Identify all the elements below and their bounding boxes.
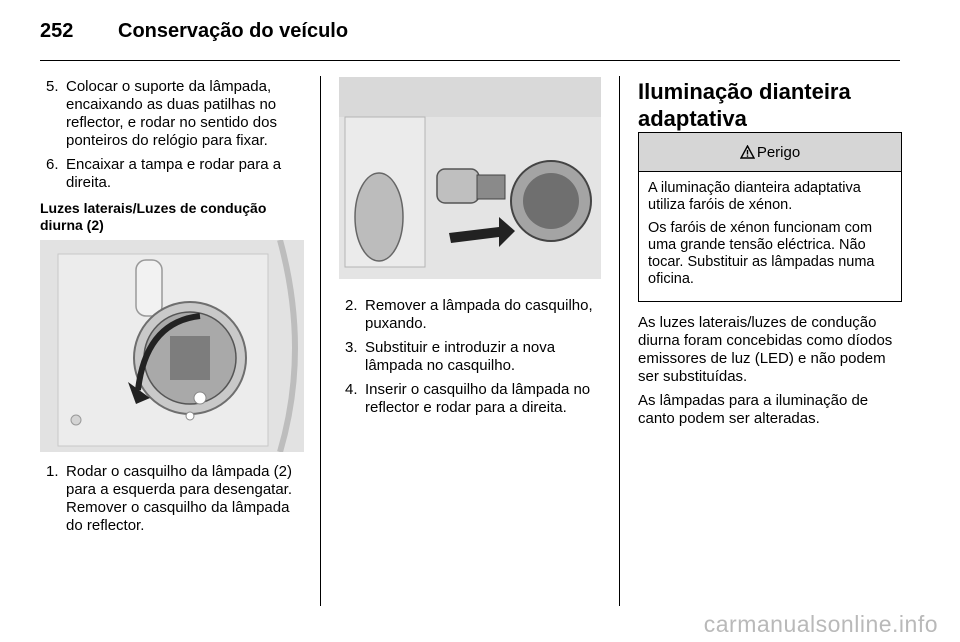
step-text: Rodar o casquilho da lâmpada (2) para a esquerda para desengatar. Remover o casquilho da lâmpada do reflector. (66, 463, 293, 534)
column-3-text (638, 314, 903, 434)
warning-body (639, 172, 901, 302)
paragraph-led: As luzes laterais/luzes de condução diurna foram concebidas como díodos emissores de luz (LED) e não podem ser substituídas. (638, 314, 893, 385)
list-item (40, 463, 305, 535)
steps-list-col2 (339, 297, 607, 417)
page-number: 252 (40, 20, 74, 42)
step-number: 4. (345, 381, 358, 398)
headlamp-illustration-1 (40, 240, 304, 452)
warning-box (638, 132, 902, 302)
paragraph-cornering: As lâmpadas para a iluminação de canto podem ser alteradas. (638, 392, 869, 427)
list-item (40, 156, 305, 192)
list-item (339, 297, 607, 333)
column-divider-2 (619, 76, 620, 606)
steps-list-top (40, 78, 305, 192)
list-item (40, 78, 305, 150)
step-text: Inserir o casquilho da lâmpada no reflector e rodar para a direita. (365, 381, 591, 416)
warning-label: Perigo (756, 143, 801, 161)
section-heading: Iluminação dianteira adaptativa (638, 79, 851, 131)
column-1 (40, 78, 305, 234)
column-1-bottom (40, 463, 305, 541)
warning-triangle-icon (740, 145, 755, 159)
step-number: 5. (46, 78, 59, 95)
figure-bulb-removal (339, 77, 601, 279)
headlamp-illustration-2 (339, 77, 601, 279)
warning-header (639, 133, 901, 172)
step-text: Encaixar a tampa e rodar para a direita. (66, 156, 282, 191)
step-number: 1. (46, 463, 59, 480)
step-number: 3. (345, 339, 358, 356)
step-text: Colocar o suporte da lâmpada, encaixando as duas patilhas no reflector, e rodar no sentido dos ponteiros do relógio para fixar. (66, 78, 277, 149)
step-text: Remover a lâmpada do casquilho, puxando. (365, 297, 593, 332)
column-divider-1 (320, 76, 321, 606)
step-number: 2. (345, 297, 358, 314)
step-text: Substituir e introduzir a nova lâmpada no casquilho. (365, 339, 556, 374)
steps-list-bottom (40, 463, 305, 535)
warning-text-1: A iluminação dianteira adaptativa utiliza faróis de xénon. (648, 180, 861, 213)
list-item (339, 339, 607, 375)
section-subheading: Luzes laterais/Luzes de condução diurna (2) (40, 200, 267, 233)
page-title: Conservação do veículo (118, 20, 349, 42)
column-2 (339, 297, 607, 423)
watermark: carmanualsonline.info (703, 611, 938, 637)
step-number: 6. (46, 156, 59, 173)
warning-text-2: Os faróis de xénon funcionam com uma grande tensão eléctrica. Não tocar. Substituir as lâmpadas numa oficina. (648, 220, 875, 287)
figure-sidelight-bulb-holder (40, 240, 304, 452)
page-header (40, 20, 900, 61)
list-item (339, 381, 607, 417)
